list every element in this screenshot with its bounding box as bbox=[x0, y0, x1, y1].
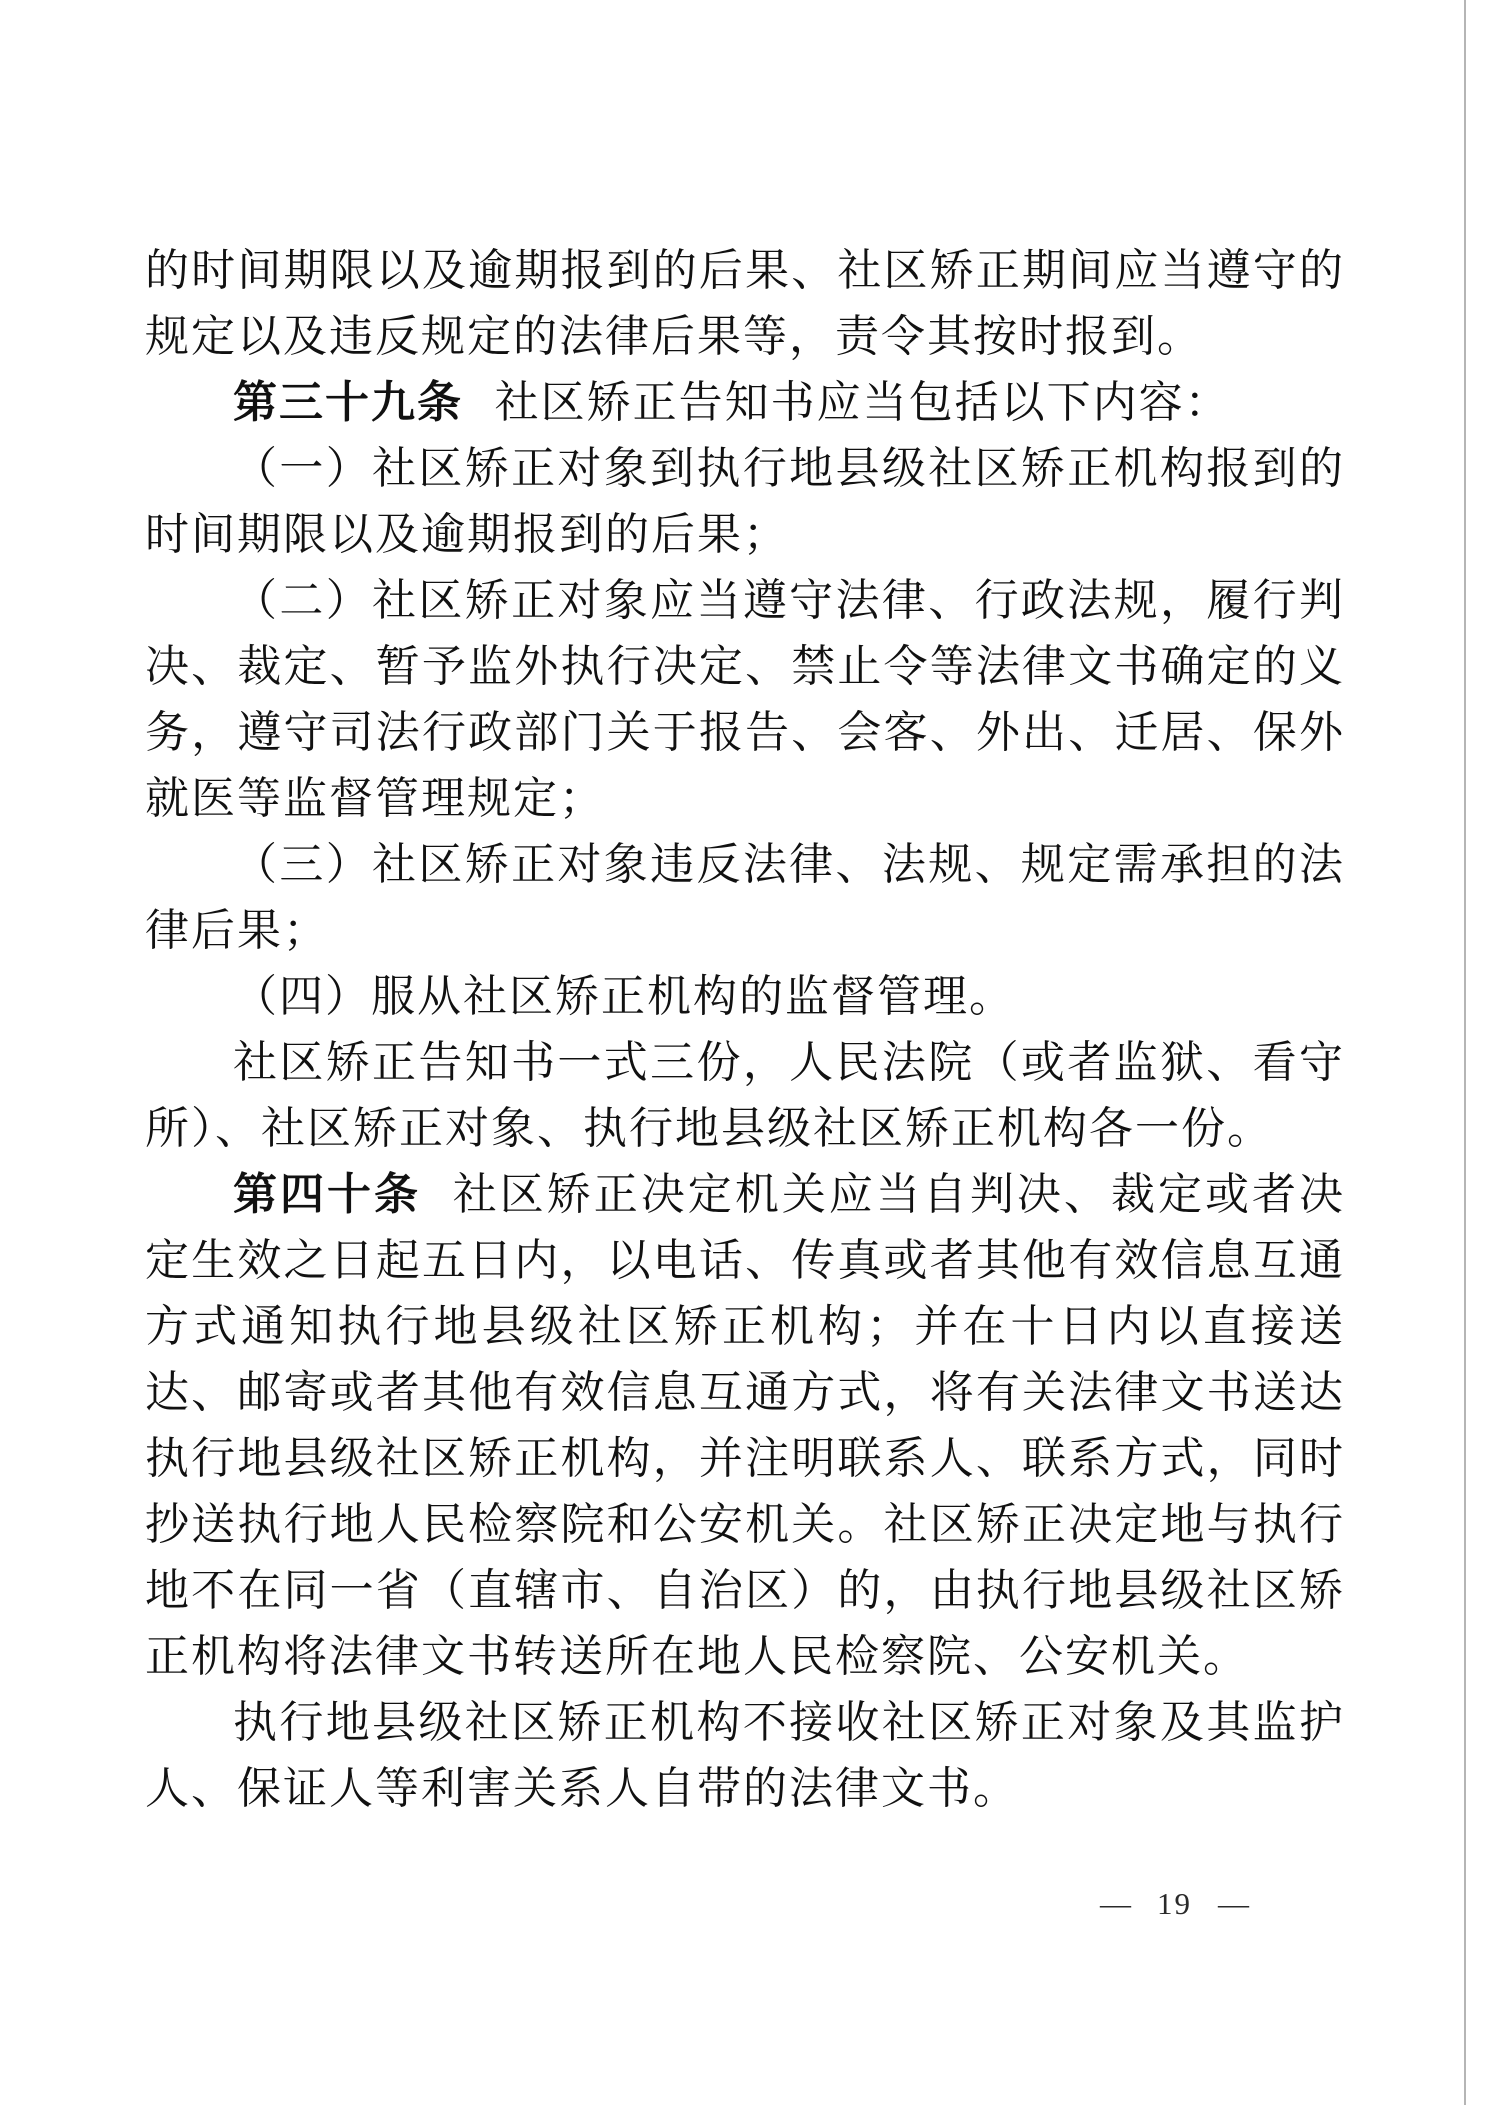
page-footer bbox=[1100, 1886, 1249, 1922]
paragraph-article-40 bbox=[145, 1162, 1345, 1690]
page-number: 19 bbox=[1157, 1886, 1192, 1921]
footer-dash-right: — bbox=[1218, 1886, 1249, 1921]
paragraph-text: 社区矫正决定机关应当自判决、裁定或者决定生效之日起五日内，以电话、传真或者其他有效信息互通方式通知执行地县级社区矫正机构；并在十日内以直接送达、邮寄或者其他有效信息互通方式，将有关法律文书送达执行地县级社区矫正机构，并注明联系人、联系方式，同时抄送执行地人民检察院和公安机关。社区矫正决定地与执行地不在同一省（直辖市、自治区）的，由执行地县级社区矫正机构将法律文书转送所在地人民检察院、公安机关。 bbox=[145, 1170, 1346, 1681]
paragraph-text: （四）服从社区矫正机构的监督管理。 bbox=[233, 972, 1015, 1021]
paragraph bbox=[145, 238, 1345, 370]
paragraph-article-39 bbox=[145, 370, 1345, 436]
paragraph-text: （二）社区矫正对象应当遵守法律、行政法规，履行判决、裁定、暂予监外执行决定、禁止令等法律文书确定的义务，遵守司法行政部门关于报告、会客、外出、迁居、保外就医等监督管理规定； bbox=[145, 576, 1345, 823]
paragraph-text: （一）社区矫正对象到执行地县级社区矫正机构报到的时间期限以及逾期报到的后果； bbox=[145, 444, 1345, 559]
article-number: 第三十九条 bbox=[233, 378, 463, 427]
paragraph bbox=[145, 1690, 1345, 1822]
document-body bbox=[145, 238, 1345, 1822]
paragraph-text: 社区矫正告知书一式三份，人民法院（或者监狱、看守所）、社区矫正对象、执行地县级社区矫正机构各一份。 bbox=[145, 1038, 1345, 1153]
paragraph-item-4 bbox=[145, 964, 1345, 1030]
paragraph-text: （三）社区矫正对象违反法律、法规、规定需承担的法律后果； bbox=[145, 840, 1345, 955]
paragraph-text: 执行地县级社区矫正机构不接收社区矫正对象及其监护人、保证人等利害关系人自带的法律文书。 bbox=[145, 1698, 1345, 1813]
paragraph-item-3 bbox=[145, 832, 1345, 964]
article-number: 第四十条 bbox=[233, 1170, 422, 1219]
paragraph-text: 社区矫正告知书应当包括以下内容： bbox=[494, 378, 1231, 427]
paragraph-text: 的时间期限以及逾期报到的后果、社区矫正期间应当遵守的规定以及违反规定的法律后果等，责令其按时报到。 bbox=[145, 246, 1345, 361]
paragraph-item-2 bbox=[145, 568, 1345, 832]
paragraph-item-1 bbox=[145, 436, 1345, 568]
paragraph bbox=[145, 1030, 1345, 1162]
footer-dash-left: — bbox=[1100, 1886, 1131, 1921]
page-edge-line bbox=[1464, 0, 1466, 2105]
